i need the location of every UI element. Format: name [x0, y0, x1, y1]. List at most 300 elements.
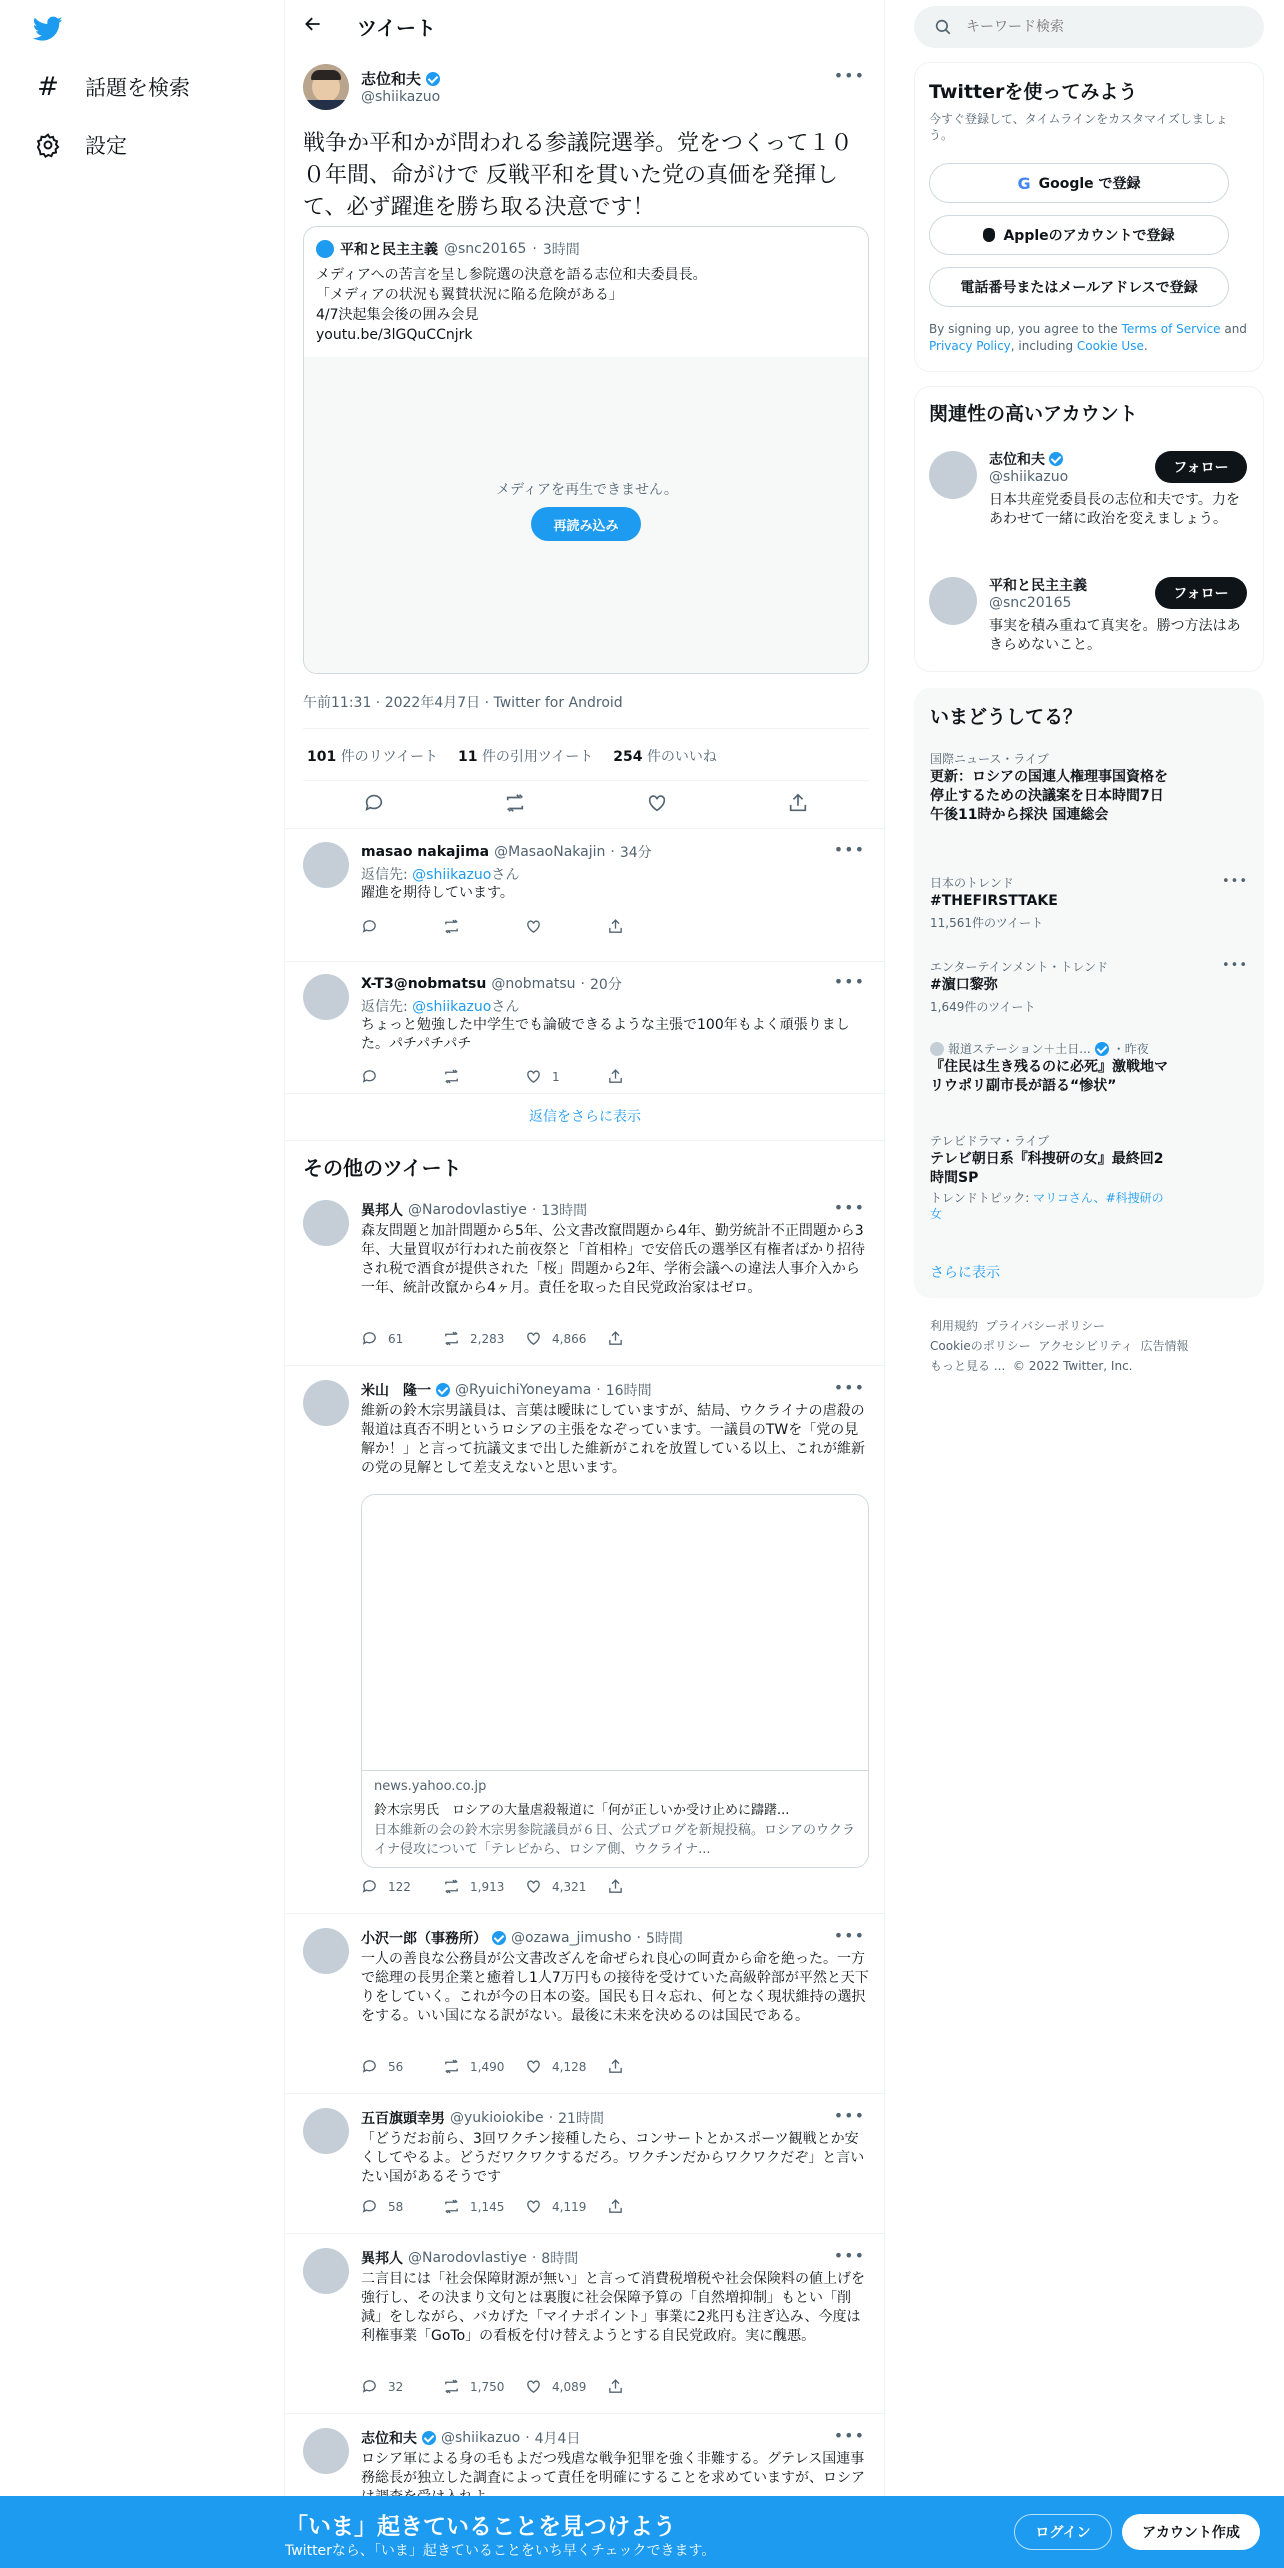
quoted-author: 平和と民主主義 [340, 242, 438, 258]
footer-ads-link[interactable]: 広告情報 [1140, 1339, 1189, 1353]
reply-button[interactable] [361, 2198, 443, 2215]
trend-title: 『住民は生き残るのに必死』激戦地マリウポリ副市長が語る“惨状” [930, 1059, 1168, 1094]
more-options-icon[interactable]: ••• [833, 840, 865, 859]
footer-privacy-link[interactable]: プライバシーポリシー [985, 1319, 1106, 1333]
tweet-header [361, 2428, 580, 2448]
retweet-icon [443, 1878, 460, 1895]
account-bio: 日本共産党委員長の志位和夫です。力をあわせて一緒に政治を変えましょう。 [989, 492, 1240, 527]
tweet-text: 森友問題と加計問題から5年、公文書改竄問題から4年、勤労統計不正問題から3年、大量買収が行われた前夜祭と「首相枠」で安倍氏の選挙区有権者ばかり招待され税で酒食が提供された「桜」問題から2年、学術会議への違法人事介入から一年、統計改竄から4ヶ月。責任を取った自民党政治家はゼロ。 [361, 1223, 865, 1296]
author-name[interactable]: 志位和夫 [361, 2431, 417, 2447]
retweet-icon [443, 2058, 460, 2075]
divider [285, 828, 885, 829]
tweet-time[interactable]: 21時間 [558, 2111, 604, 2127]
account-name-text: 志位和夫 [989, 452, 1045, 468]
like-icon [525, 1068, 542, 1085]
gear-icon [35, 132, 61, 158]
tweet-stats [307, 746, 717, 766]
reply-to-suffix: さん [491, 867, 520, 883]
tweet-actions [361, 1878, 689, 1895]
signup-terms [929, 321, 1259, 355]
like-icon [525, 2198, 542, 2215]
quotes-label: 件の引用ツイート [481, 749, 594, 765]
relevant-account[interactable] [915, 569, 1263, 689]
trend-context-text: 日本のトレンド [930, 876, 1014, 890]
tweet-header [361, 974, 622, 994]
author-handle[interactable]: @shiikazuo [441, 2430, 521, 2446]
like-button[interactable] [525, 2058, 607, 2075]
link-card-title: 鈴木宗男氏 ロシアの大量虐殺報道に「何が正しいか受け止めに躊躇... [374, 1803, 790, 1818]
tweet[interactable] [285, 1366, 885, 1914]
verified-badge-icon [422, 2431, 436, 2445]
reply-count: 61 [388, 1331, 404, 1346]
signup-subtitle: 今すぐ登録して、タイムラインをカスタマイズしましょう。 [929, 112, 1228, 142]
reply-icon[interactable] [363, 792, 385, 814]
trend-more-icon[interactable]: ••• [1221, 958, 1248, 973]
tweet-time[interactable]: 20分 [590, 977, 622, 993]
share-button[interactable] [607, 1068, 689, 1085]
tweet[interactable] [285, 2234, 885, 2414]
hashtag-icon: # [37, 72, 59, 102]
more-options-icon[interactable]: ••• [833, 66, 865, 85]
like-count: 4,321 [552, 1879, 587, 1894]
tweet-timestamp[interactable]: 午前11:31 · 2022年4月7日 · Twitter for Android [303, 695, 623, 711]
link-card[interactable] [361, 1494, 869, 1868]
tweet-header [361, 842, 652, 862]
link-card-domain: news.yahoo.co.jp [374, 1779, 487, 1794]
trend-context [930, 1132, 1049, 1149]
signup-button[interactable]: アカウント作成 [1122, 2514, 1260, 2550]
account-handle: @snc20165 [989, 595, 1072, 611]
retweets-label: 件のリツイート [340, 749, 438, 765]
author-handle[interactable]: @MasaoNakajin [494, 844, 606, 860]
apple-icon [983, 228, 995, 242]
other-tweets-heading: その他のツイート [303, 1156, 462, 1180]
more-options-icon[interactable]: ••• [833, 1198, 865, 1217]
avatar[interactable] [303, 842, 349, 888]
share-icon [607, 1068, 624, 1085]
tweet-time[interactable]: 34分 [619, 845, 652, 861]
author-name[interactable]: X-T3@nobmatsu [361, 976, 487, 992]
share-icon [607, 2378, 624, 2395]
share-icon [607, 2058, 624, 2075]
tweet-text: 維新の鈴木宗男議員は、言葉は曖昧にしていますが、結局、ウクライナの虐殺の報道は真否不明というロシアの主張をなぞっています。一議員のTWを「党の見解か！」と言って抗議文まで出した維新がこれを放置している以上、これが維新の党の見解として差支えないと思います。 [361, 1403, 865, 1476]
author-name[interactable]: 異邦人 [361, 1203, 403, 1219]
tweet-header [361, 2248, 578, 2268]
avatar[interactable] [303, 64, 349, 110]
reply-button[interactable] [361, 2378, 443, 2395]
tweet[interactable] [285, 2094, 885, 2234]
trend-context [930, 958, 1108, 975]
cookie-link[interactable]: Cookie Use [1076, 339, 1144, 353]
like-button[interactable] [525, 1068, 607, 1085]
like-icon [525, 1878, 542, 1895]
account-name-text: 平和と民主主義 [989, 578, 1087, 594]
quoted-link[interactable]: youtu.be/3lGQuCCnjrk [316, 327, 473, 343]
quoted-text [316, 265, 707, 345]
share-button[interactable] [607, 2378, 689, 2395]
bottom-subtext: Twitterなら、「いま」起きていることをいち早くチェックできます。 [285, 2543, 716, 2559]
retweet-icon[interactable] [504, 792, 526, 814]
trend-topics-link[interactable]: マリコさん、#科捜研の女 [930, 1191, 1164, 1221]
reply-count: 32 [388, 2379, 404, 2394]
tweet-time[interactable]: 5時間 [646, 1931, 683, 1947]
dot-separator: · [548, 2110, 554, 2126]
reply-to-line [361, 996, 519, 1016]
reply-to-link[interactable]: @shiikazuo [412, 999, 492, 1015]
trend-context-text: テレビドラマ・ライブ [930, 1134, 1050, 1148]
reply-to-prefix: 返信先: [361, 867, 413, 883]
retweet-icon [443, 2378, 460, 2395]
more-options-icon[interactable]: ••• [833, 1378, 865, 1397]
login-button[interactable]: ログイン [1014, 2514, 1112, 2550]
quoted-dot: · [532, 241, 537, 257]
trend-time: ・昨夜 [1112, 1042, 1149, 1056]
trend-context [930, 750, 1049, 767]
like-icon [525, 918, 542, 935]
divider [285, 1140, 885, 1141]
tweet-header [361, 1200, 587, 1220]
dot-separator: · [580, 976, 585, 992]
link-card-image [362, 1495, 869, 1771]
terms-link[interactable]: Terms of Service [1121, 322, 1221, 336]
reply-button[interactable] [361, 1068, 443, 1085]
avatar[interactable] [303, 1200, 349, 1246]
reply-icon [361, 2058, 378, 2075]
tweet-actions [361, 2058, 689, 2075]
retweets-stat[interactable] [307, 746, 438, 766]
like-count: 4,119 [552, 2199, 587, 2214]
google-signup-button[interactable] [929, 163, 1229, 203]
terms-text: . [1143, 339, 1148, 353]
page-title: ツイート [357, 16, 436, 40]
terms-text: and [1220, 322, 1247, 336]
tweet-actions [361, 1068, 689, 1085]
retweet-icon [443, 1330, 460, 1347]
share-button[interactable] [607, 1878, 689, 1895]
quoted-tweet-header [316, 239, 580, 259]
tweet-actions [361, 918, 689, 935]
tweet[interactable] [285, 1914, 885, 2094]
share-icon [607, 918, 624, 935]
account-handle: @shiikazuo [989, 469, 1069, 485]
dot-separator: · [610, 844, 615, 860]
trend-title: #THEFIRSTTAKE [930, 893, 1058, 909]
author-handle[interactable]: @nobmatsu [491, 976, 576, 992]
trend-more-icon[interactable]: ••• [1221, 874, 1248, 889]
twitter-logo-icon[interactable] [33, 16, 63, 42]
tweet-time[interactable]: 16時間 [605, 1383, 652, 1399]
author-handle[interactable]: @RyuichiYoneyama [455, 1382, 592, 1398]
search-icon [934, 18, 952, 36]
quoted-line: 4/7決起集会後の囲み会見 [316, 307, 479, 323]
author-handle[interactable]: @Narodovlastiye [408, 2250, 527, 2266]
trends-card [914, 688, 1264, 1298]
like-count: 1 [552, 1069, 560, 1084]
share-button[interactable] [607, 2198, 689, 2215]
share-icon [607, 2198, 624, 2215]
reply-count: 58 [388, 2199, 404, 2214]
tweet-header [361, 1928, 683, 1948]
privacy-link[interactable]: Privacy Policy [929, 339, 1011, 353]
divider [303, 780, 869, 781]
tweet-text: 躍進を期待しています。 [361, 885, 514, 901]
avatar[interactable] [303, 2108, 349, 2154]
reply-to-link[interactable]: @shiikazuo [412, 867, 492, 883]
quoted-line: 「メディアの状況も翼賛状況に陥る危険がある」 [316, 287, 623, 303]
signup-card [914, 62, 1264, 372]
tweet-text: 戦争か平和かが問われる参議院選挙。党をつくって１００年間、命がけで 反戦平和を貫いた党の真価を発揮して、必ず躍進を勝ち取る決意です！ [303, 131, 853, 220]
more-options-icon[interactable]: ••• [833, 1926, 865, 1945]
more-options-icon[interactable]: ••• [833, 2426, 865, 2445]
main-column [285, 0, 885, 2568]
retweets-count: 101 [307, 749, 337, 765]
quoted-handle: @snc20165 [444, 241, 527, 257]
terms-text: By signing up, you agree to the [929, 322, 1122, 336]
nav-settings-label: 設定 [85, 134, 127, 158]
share-icon [607, 1878, 624, 1895]
tweet-time[interactable]: 13時間 [541, 1203, 588, 1219]
like-icon [525, 1330, 542, 1347]
retweet-count: 1,490 [470, 2059, 505, 2074]
retweet-icon [443, 2198, 460, 2215]
trend-topics-label: トレンドトピック: [930, 1191, 1034, 1205]
tweet-header [361, 2108, 604, 2128]
like-icon [525, 2058, 542, 2075]
retweet-button[interactable] [443, 2378, 525, 2395]
reply-to-line [361, 864, 519, 884]
retweet-button[interactable] [443, 1878, 525, 1895]
reply-icon [361, 1068, 378, 1085]
reply-tweet[interactable] [285, 962, 885, 1094]
dot-separator: · [531, 1202, 537, 1218]
author-name[interactable]: 異邦人 [361, 2251, 403, 2267]
reply-count: 122 [388, 1879, 411, 1894]
account-name[interactable] [989, 575, 1087, 595]
show-more-replies-link[interactable]: 返信をさらに表示 [529, 1109, 641, 1125]
dot-separator: · [531, 2250, 537, 2266]
reply-icon [361, 2378, 378, 2395]
tweet-actions [361, 2198, 689, 2215]
retweet-icon [443, 1068, 460, 1085]
reply-count: 56 [388, 2059, 404, 2074]
tweet-actions [361, 2378, 689, 2395]
bottom-signup-bar [0, 2496, 1284, 2568]
like-count: 4,089 [552, 2379, 587, 2394]
verified-badge-icon [492, 1931, 506, 1945]
author-name[interactable] [361, 68, 440, 89]
retweet-count: 1,913 [470, 1879, 505, 1894]
avatar[interactable] [303, 1928, 349, 1974]
follow-button[interactable]: フォロー [1155, 577, 1247, 609]
quoted-line: メディアへの苦言を呈し参院選の決意を語る志位和夫委員長。 [316, 267, 707, 283]
reload-button[interactable]: 再読み込み [531, 507, 641, 541]
retweet-button[interactable] [443, 1068, 525, 1085]
signup-title: Twitterを使ってみよう [929, 81, 1138, 103]
footer-accessibility-link[interactable]: アクセシビリティ [1038, 1339, 1133, 1353]
like-button[interactable] [525, 2378, 607, 2395]
verified-badge-icon [1049, 452, 1063, 466]
relevant-account[interactable] [915, 443, 1263, 563]
verified-badge-icon [1095, 1042, 1109, 1056]
likes-label: 件のいいね [646, 749, 717, 765]
avatar[interactable] [929, 451, 977, 499]
author-name-text: 志位和夫 [361, 70, 422, 88]
avatar[interactable] [929, 577, 977, 625]
author-handle[interactable]: @yukioiokibe [450, 2110, 544, 2126]
media-error-text: メディアを再生できません。 [496, 482, 678, 498]
reply-button[interactable] [361, 2058, 443, 2075]
likes-count: 254 [613, 749, 643, 765]
dot-separator: · [596, 1382, 601, 1398]
relevant-title: 関連性の高いアカウント [929, 403, 1138, 425]
share-button[interactable] [607, 2058, 689, 2075]
nav-settings[interactable] [35, 130, 127, 160]
reply-button[interactable] [361, 1878, 443, 1895]
trend-context-text: エンターテインメント・トレンド [930, 960, 1109, 974]
reply-icon [361, 1878, 378, 1895]
author-handle[interactable]: @ozawa_jimusho [511, 1930, 632, 1946]
footer-cookie-link[interactable]: Cookieのポリシー [930, 1339, 1031, 1353]
avatar[interactable] [303, 974, 349, 1020]
reply-button[interactable] [361, 1330, 443, 1347]
author-name[interactable]: 米山 隆一 [361, 1383, 431, 1399]
google-icon: G [1017, 173, 1031, 193]
trend-title: 更新：ロシアの国連人権理事国資格を停止するための決議案を日本時間7日午後11時から採決 国連総会 [930, 769, 1168, 823]
media-placeholder [304, 357, 869, 674]
apple-signup-label: Appleのアカウントで登録 [1003, 228, 1175, 244]
verified-badge-icon [436, 1383, 450, 1397]
retweet-button[interactable] [443, 2198, 525, 2215]
reply-button[interactable] [361, 918, 443, 935]
nav-explore-label: 話題を検索 [85, 76, 190, 100]
author-name[interactable]: 五百旗頭幸男 [361, 2111, 445, 2127]
google-signup-label: Google で登録 [1038, 176, 1141, 192]
trend-title: テレビ朝日系『科捜研の女』最終回2時間SP [930, 1151, 1164, 1186]
apple-signup-button[interactable] [929, 215, 1229, 255]
phone-email-signup-button[interactable]: 電話番号またはメールアドレスで登録 [929, 267, 1229, 307]
search-input[interactable] [966, 19, 1216, 35]
trends-show-more-link[interactable]: さらに表示 [930, 1265, 1000, 1281]
main-tweet-actions [303, 792, 869, 814]
quotes-stat[interactable] [458, 746, 593, 766]
quotes-count: 11 [458, 749, 478, 765]
like-icon [525, 2378, 542, 2395]
account-name[interactable] [989, 449, 1063, 469]
trends-title: いまどうしてる？ [930, 706, 1083, 728]
footer [930, 1316, 1260, 1376]
dot-separator: · [636, 1930, 641, 1946]
terms-text: , including [1010, 339, 1077, 353]
quoted-avatar [316, 240, 334, 258]
follow-button[interactable]: フォロー [1155, 451, 1247, 483]
share-icon [607, 1330, 624, 1347]
back-arrow-icon[interactable] [303, 14, 323, 34]
like-button[interactable] [525, 2198, 607, 2215]
reply-icon [361, 2198, 378, 2215]
trend-context-text: 国際ニュース・ライブ [930, 752, 1049, 766]
search-bar[interactable] [914, 6, 1264, 48]
author-name[interactable]: 小沢一郎（事務所） [361, 1931, 487, 1947]
trend-context [930, 1040, 1149, 1057]
reply-icon [361, 918, 378, 935]
avatar[interactable] [303, 2248, 349, 2294]
author-handle[interactable]: @shiikazuo [361, 89, 441, 105]
likes-stat[interactable] [613, 746, 717, 766]
tweet-text: 一人の善良な公務員が公文書改ざんを命ぜられ良心の呵責から命を絶った。一方で総理の長男企業と癒着し1人7万円もの接待を受けていた高級幹部が平然と天下りをしていく。これが今の日本の姿。国民も日々忘れ、何となく現状維持の選択をする。いい国になる訳がない。最後に未来を決めるのは国民である。 [361, 1951, 869, 2024]
trend-tweet-count: 11,561件のツイート [930, 916, 1044, 930]
divider [303, 728, 869, 729]
link-card-description: 日本維新の会の鈴木宗男参院議員が６日、公式ブログを新規投稿。ロシアのウクライナ侵攻について「テレビから、ロシア側、ウクライナ... [374, 1823, 856, 1857]
reply-icon [361, 1330, 378, 1347]
footer-more-link[interactable]: もっと見る ... [930, 1359, 1006, 1373]
tweet-time[interactable]: 4月4日 [534, 2431, 581, 2447]
tweet-text: 「どうだお前ら、3回ワクチン接種したら、コンサートとかスポーツ観戦とか安くしてやるよ。どうだワクワクするだろ。ワクチンだからワクワクだぞ」と言いたい国があるそうです [361, 2131, 865, 2185]
relevant-accounts-card [914, 386, 1264, 672]
share-button[interactable] [607, 1330, 689, 1347]
more-options-icon[interactable]: ••• [833, 972, 865, 991]
like-icon[interactable] [646, 792, 668, 814]
tweet-actions [361, 1330, 689, 1347]
tweet-text: 二言目には「社会保障財源が無い」と言って消費税増税や社会保険料の値上げを強行し、その決まり文句とは裏腹に社会保障予算の「自然増抑制」もとい「削減」をしながら、バカげた「マイナポイント」事業に2兆円も注ぎ込み、今度は利権事業「GoTo」の看板を付け替えようとする自民党政府。実に醜悪。 [361, 2271, 865, 2344]
trend-context [930, 874, 1014, 891]
tweet-text: ちょっと勉強した中学生でも論破できるような主張で100年もよく頑張りました。パチパチパチ [361, 1017, 850, 1052]
trend-context-text: 報道ステーション＋土日... [948, 1042, 1091, 1056]
tweet-text: ロシア軍による身の毛もよだつ残虐な戦争犯罪を強く非難する。グテレス国連事務総長が独立した調査によって責任を明確にすることを求めていますが、ロシア [361, 2451, 865, 2486]
like-count: 4,866 [552, 1331, 587, 1346]
author-handle[interactable]: @Narodovlastiye [408, 1202, 527, 1218]
retweet-icon [443, 918, 460, 935]
retweet-button[interactable] [443, 2058, 525, 2075]
tweet[interactable] [285, 1186, 885, 1366]
share-icon[interactable] [787, 792, 809, 814]
trend-topics [930, 1190, 1170, 1222]
retweet-button[interactable] [443, 918, 525, 935]
bottom-headline: 「いま」起きていることを見つけよう [285, 2514, 676, 2540]
trend-tweet-count: 1,649件のツイート [930, 1000, 1036, 1014]
dot-separator: · [525, 2430, 530, 2446]
retweet-button[interactable] [443, 1330, 525, 1347]
more-options-icon[interactable]: ••• [833, 2106, 865, 2125]
verified-badge-icon [426, 72, 440, 86]
like-count: 4,128 [552, 2059, 587, 2074]
trend-source-avatar [930, 1042, 944, 1056]
author-name[interactable]: masao nakajima [361, 844, 490, 860]
retweet-count: 2,283 [470, 1331, 505, 1346]
more-options-icon[interactable]: ••• [833, 2246, 865, 2265]
reply-tweet[interactable] [285, 830, 885, 962]
tweet-time[interactable]: 8時間 [541, 2251, 579, 2267]
footer-terms-link[interactable]: 利用規約 [930, 1319, 979, 1333]
quoted-time: 3時間 [542, 242, 580, 258]
account-bio: 事実を積み重ねて真実を。勝つ方法はあきらめないこと。 [989, 618, 1241, 653]
divider [285, 1093, 885, 1094]
like-button[interactable] [525, 1878, 607, 1895]
quoted-tweet[interactable] [303, 226, 869, 674]
trend-title: #濵口黎弥 [930, 977, 998, 993]
retweet-count: 1,750 [470, 2379, 505, 2394]
tweet-header [361, 1380, 652, 1400]
reply-to-prefix: 返信先: [361, 999, 413, 1015]
share-button[interactable] [607, 918, 689, 935]
avatar[interactable] [303, 2428, 349, 2474]
like-button[interactable] [525, 918, 607, 935]
like-button[interactable] [525, 1330, 607, 1347]
retweet-count: 1,145 [470, 2199, 505, 2214]
nav-explore[interactable] [35, 72, 190, 102]
avatar[interactable] [303, 1380, 349, 1426]
reply-to-suffix: さん [491, 999, 520, 1015]
footer-copyright: © 2022 Twitter, Inc. [1012, 1359, 1133, 1373]
